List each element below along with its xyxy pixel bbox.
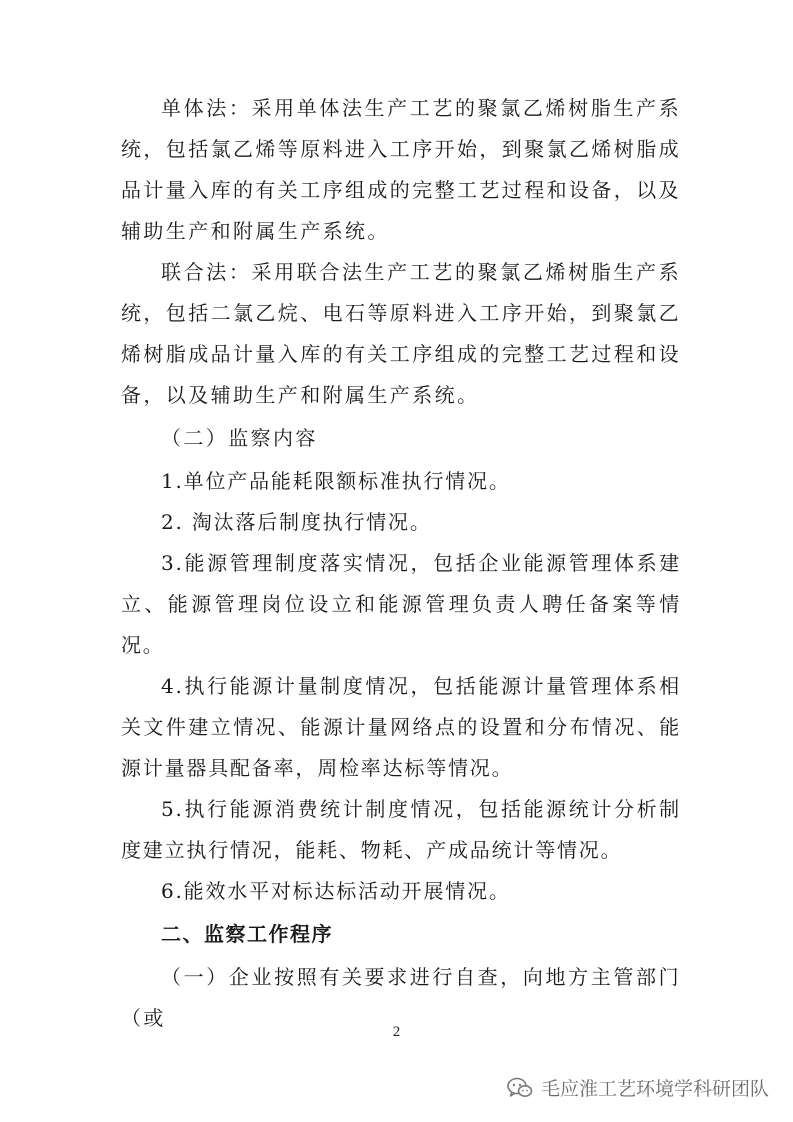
- list-item: 4.执行能源计量制度情况，包括能源计量管理体系相关文件建立情况、能源计量网络点的设置和分布情况、能源计量器具配备率，周检率达标等情况。: [121, 674, 681, 780]
- list-item: 1.单位产品能耗限额标准执行情况。: [161, 469, 511, 493]
- page-number: 2: [392, 1024, 401, 1040]
- list-item: 5.执行能源消费统计制度情况，包括能源统计分析制度建立执行情况，能耗、物耗、产成品统计等情况。: [121, 797, 681, 862]
- paragraph-procedure-start: （一）企业按照有关要求进行自查，向地方主管部门（或: [121, 965, 681, 1030]
- watermark-text: 毛应淮工艺环境学科研团队: [540, 1078, 769, 1100]
- paragraph-monomer-method: 单体法：采用单体法生产工艺的聚氯乙烯树脂生产系统，包括氯乙烯等原料进入工序开始，到聚氯乙烯树脂成品计量入库的有关工序组成的完整工艺过程和设备，以及辅助生产和附属生产系统。: [121, 96, 681, 243]
- section-heading: 二、监察工作程序: [161, 922, 333, 946]
- section-subheading: （二）监察内容: [161, 426, 318, 450]
- watermark: [507, 1074, 769, 1101]
- list-item: 6.能效水平对标达标活动开展情况。: [161, 879, 511, 903]
- list-item: 3.能源管理制度落实情况，包括企业能源管理体系建立、能源管理岗位设立和能源管理负责人聘任备案等情况。: [121, 551, 681, 657]
- wechat-icon: [507, 1077, 533, 1099]
- paragraph-combined-method: 联合法：采用联合法生产工艺的聚氯乙烯树脂生产系统，包括二氯乙烷、电石等原料进入工序开始，到聚氯乙烯树脂成品计量入库的有关工序组成的完整工艺过程和设备，以及辅助生产和附属生产系统。: [121, 260, 681, 407]
- document-body: [121, 88, 681, 1039]
- list-item: 2. 淘汰落后制度执行情况。: [161, 510, 432, 534]
